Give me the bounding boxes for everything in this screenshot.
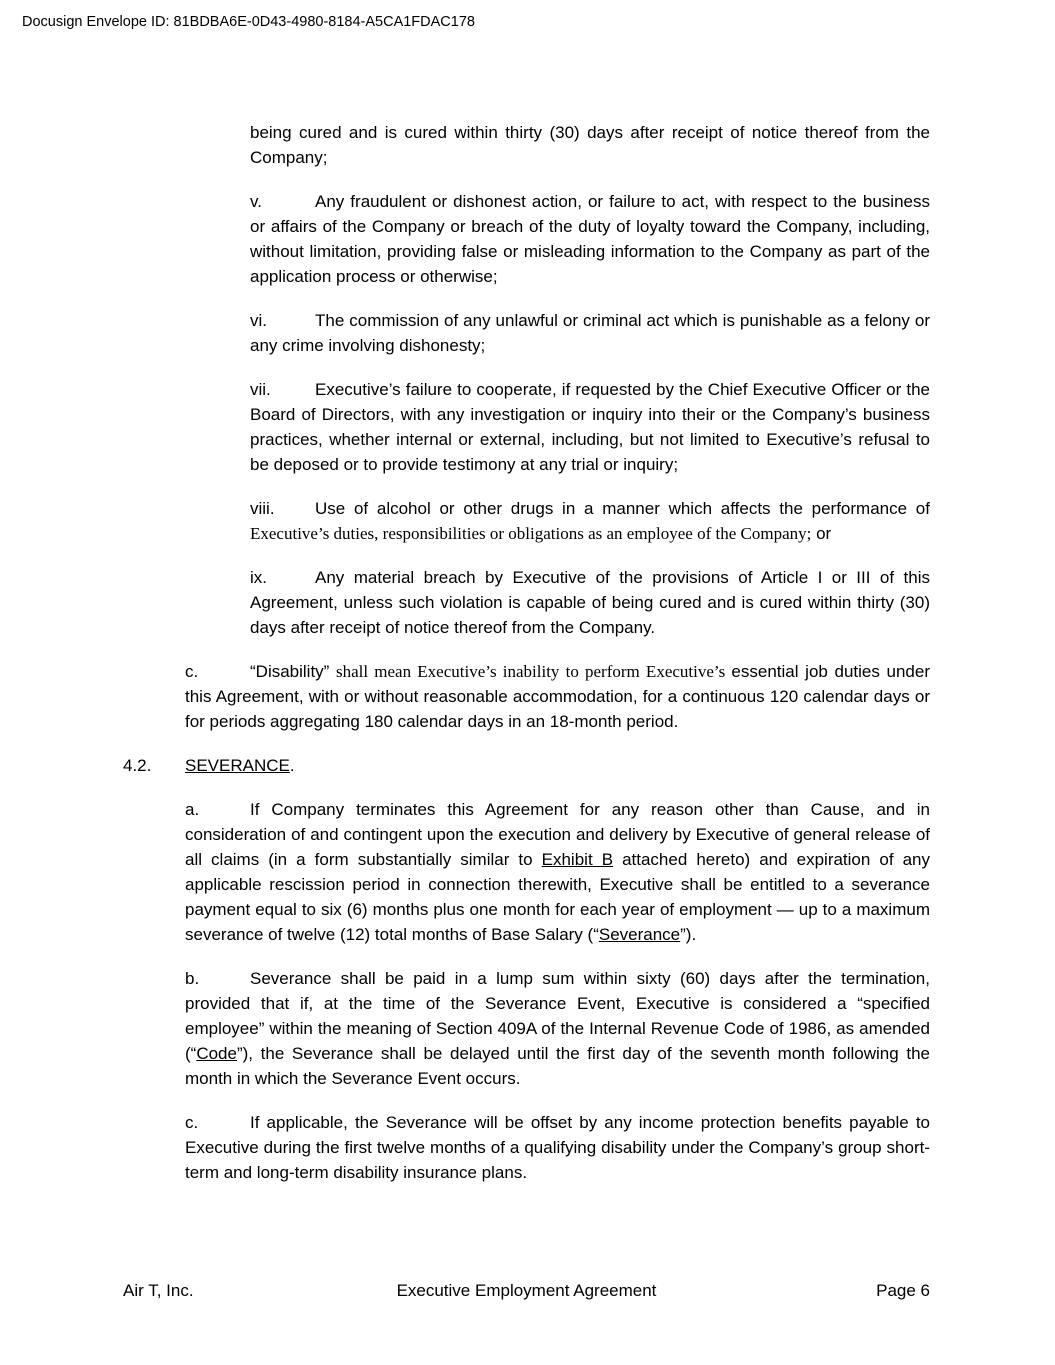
text-run: Use of alcohol or other drugs in a manner which affects the performance of: [315, 499, 930, 518]
paragraph-a-8: [185, 797, 930, 947]
paragraph-vii-3: [250, 377, 930, 477]
paragraph-label: ix.: [250, 568, 267, 587]
text-run: ”).: [680, 925, 697, 944]
text-run: “Disability”: [250, 662, 336, 681]
text-run: attached hereto) and expiration of any applicable rescission period in connection therewith, Executive shall be entitled to a severance payment equal to six (6) months plus one month for each year of employment — up to a maximum severance of twelve (12) total months of Base Salary (“: [185, 850, 930, 944]
text-run: .: [289, 756, 295, 775]
text-run: If applicable, the Severance will be offset by any income protection benefits payable to Executive during the first twelve months of a qualifying disability under the Company’s group short-term and long-term disability insurance plans.: [185, 1113, 930, 1182]
text-run: Severance: [598, 925, 681, 944]
text-run: Exhibit B: [541, 850, 614, 869]
text-run: ”), the Severance shall be delayed until the first day of the seventh month following the month in which the Severance Event occurs.: [185, 1044, 930, 1088]
paragraph-label: vii.: [250, 380, 271, 399]
paragraph-viii-4: [250, 496, 930, 546]
paragraph-label: 4.2.: [123, 756, 152, 775]
paragraph-c-10: [185, 1110, 930, 1185]
text-run: Severance shall be paid in a lump sum within sixty (60) days after the termination, provided that if, at the time of the Severance Event, Executive is considered a “specified employee” within the meaning of Section 409A of the Internal Revenue Code of 1986, as amended (“: [185, 969, 930, 1063]
text-run: Executive’s failure to cooperate, if requested by the Chief Executive Officer or the Board of Directors, with any investigation or inquiry into their or the Company’s business practices, whether internal or external, including, but not limited to Executive’s refusal to be deposed or to provide testimony at any trial or inquiry;: [250, 380, 930, 474]
paragraph-ix-5: [250, 565, 930, 640]
footer-document-title: Executive Employment Agreement: [396, 1281, 657, 1300]
paragraph-label: v.: [250, 192, 262, 211]
text-run: being cured and is cured within thirty (30) days after receipt of notice thereof from the Company;: [250, 123, 930, 167]
page-footer: [123, 1278, 930, 1303]
paragraph-label: vi.: [250, 311, 267, 330]
text-run: SEVERANCE: [185, 756, 290, 775]
paragraph-label: c.: [185, 662, 199, 681]
paragraph-label: b.: [185, 969, 200, 988]
text-run: Executive’s duties, responsibilities or obligations as an employee of the Company;: [250, 524, 812, 543]
docusign-envelope-id: Docusign Envelope ID: 81BDBA6E-0D43-4980-8184-A5CA1FDAC178: [22, 14, 475, 30]
section-heading-42-7: [123, 753, 930, 778]
footer-page-number: Page 6: [876, 1281, 930, 1300]
paragraph-b-9: [185, 966, 930, 1091]
text-run: Any fraudulent or dishonest action, or failure to act, with respect to the business or affairs of the Company or breach of the duty of loyalty toward the Company, including, without limitation, providing false or misleading information to the Company as part of the application process or otherwise;: [250, 192, 930, 286]
paragraph-cont-0: [250, 120, 930, 170]
text-run: shall mean Executive’s inability to perform Executive’s: [336, 662, 732, 681]
paragraph-vi-2: [250, 308, 930, 358]
document-body: [123, 120, 930, 1204]
text-run: or: [811, 524, 832, 543]
paragraph-label: viii.: [250, 499, 275, 518]
text-run: essential job duties under this Agreement, with or without reasonable accommodation, for a continuous 120 calendar days or for periods aggregating 180 calendar days in an 18-month period.: [185, 662, 931, 731]
text-run: Code: [196, 1044, 237, 1063]
footer-company-name: Air T, Inc.: [123, 1281, 194, 1300]
paragraph-v-1: [250, 189, 930, 289]
paragraph-c-6: [185, 659, 930, 734]
text-run: If Company terminates this Agreement for any reason other than Cause, and in consideration of and contingent upon the execution and delivery by Executive of general release of all claims (in a form substantially similar to: [185, 800, 930, 869]
text-run: The commission of any unlawful or criminal act which is punishable as a felony or any crime involving dishonesty;: [250, 311, 930, 355]
text-run: Any material breach by Executive of the provisions of Article I or III of this Agreement, unless such violation is capable of being cured and is cured within thirty (30) days after receipt of notice thereof from the Company.: [250, 568, 930, 637]
paragraph-label: a.: [185, 800, 200, 819]
paragraph-label: c.: [185, 1113, 199, 1132]
